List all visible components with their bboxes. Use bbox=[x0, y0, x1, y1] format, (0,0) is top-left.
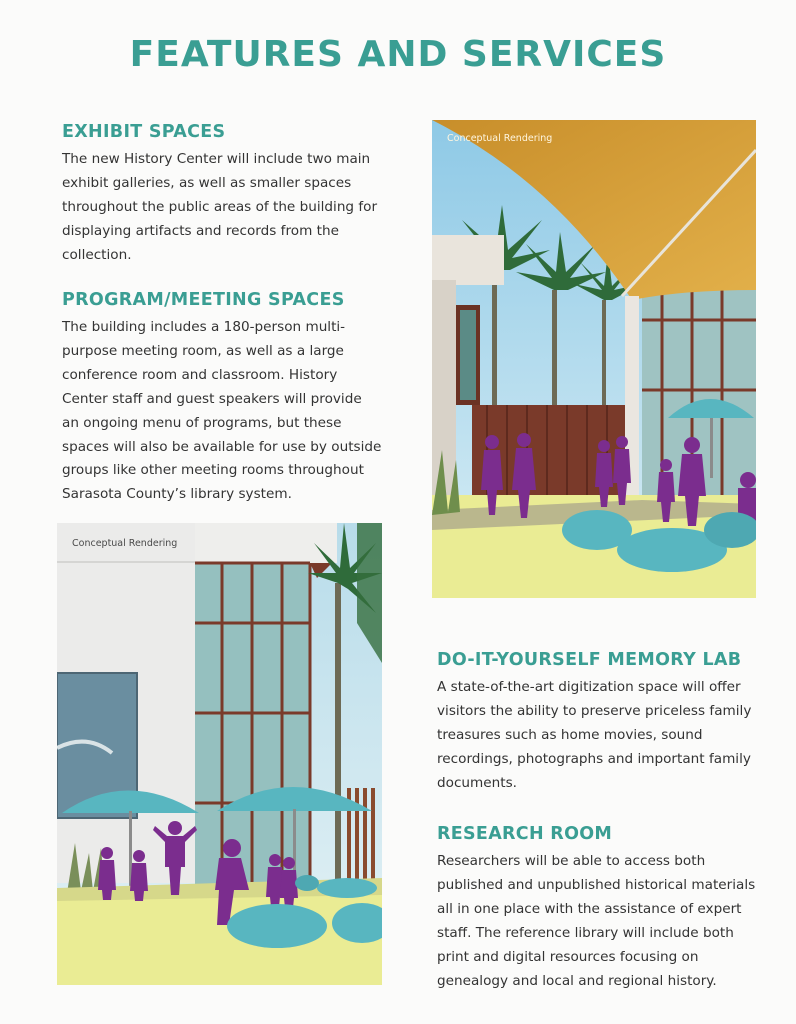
section-body: Researchers will be able to access both published and unpublished historical materials all in one place with the assistance of expert staff. The reference library will include both print and digital resources focusing on genealogy and local and regional history. bbox=[437, 853, 756, 989]
rendering-building-exterior bbox=[57, 523, 382, 985]
section-body: A state-of-the-art digitization space will offer visitors the ability to preserve priceless family treasures such as home movies, sound recordings, photographs and important family documents. bbox=[437, 679, 752, 791]
section-research-room bbox=[437, 824, 757, 993]
section-body: The building includes a 180-person multi-purpose meeting room, as well as a large conference room and classroom. History Center staff and guest speakers will provide an ongoing menu of programs, but these spaces will also be available for use by outside groups like other meeting rooms throughout Sarasota County’s library system. bbox=[62, 319, 382, 503]
section-heading: RESEARCH ROOM bbox=[437, 824, 613, 844]
rendering-illustration bbox=[432, 120, 756, 598]
section-exhibit-spaces bbox=[62, 122, 382, 268]
rendering-caption: Conceptual Rendering bbox=[447, 133, 553, 144]
page-title: FEATURES AND SERVICES bbox=[129, 34, 667, 75]
section-heading: DO-IT-YOURSELF MEMORY LAB bbox=[437, 650, 742, 670]
rendering-caption: Conceptual Rendering bbox=[72, 538, 178, 549]
section-program-meeting-spaces bbox=[62, 290, 382, 507]
rendering-illustration bbox=[57, 523, 382, 985]
section-heading: PROGRAM/MEETING SPACES bbox=[62, 290, 345, 310]
section-memory-lab bbox=[437, 650, 757, 796]
section-heading: EXHIBIT SPACES bbox=[62, 122, 226, 142]
section-body: The new History Center will include two main exhibit galleries, as well as smaller spaces throughout the public areas of the building for displaying artifacts and records from the collection. bbox=[62, 151, 378, 263]
rendering-courtyard-canopy bbox=[432, 120, 756, 598]
